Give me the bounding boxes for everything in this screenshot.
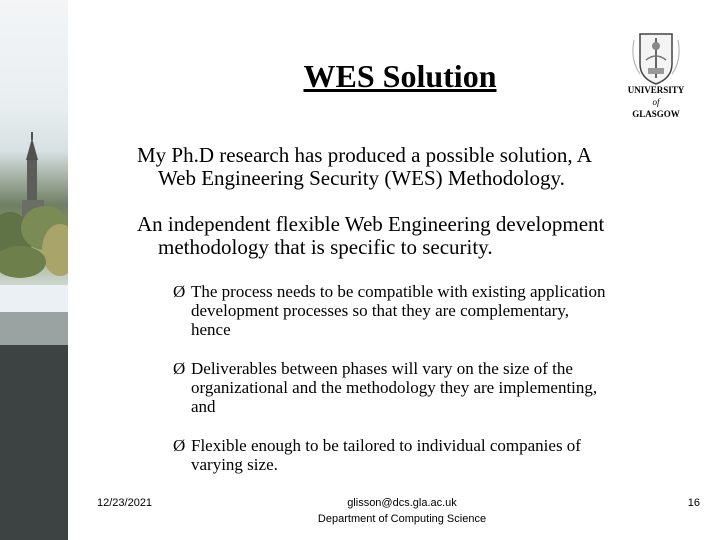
bullet-item xyxy=(173,436,693,474)
bullet-line: The process needs to be compatible with existing application xyxy=(191,282,606,301)
footer-department: Department of Computing Science xyxy=(317,513,487,525)
paragraph-line: methodology that is specific to security. xyxy=(158,235,493,259)
campus-photo-image xyxy=(0,0,68,540)
campus-photo-strip xyxy=(0,0,68,540)
paragraph-line: Web Engineering Security (WES) Methodology. xyxy=(158,166,565,190)
page-number: 16 xyxy=(687,497,700,509)
slide-title: WES Solution xyxy=(303,58,497,94)
logo-line-glasgow: GLASGOW xyxy=(632,109,680,119)
logo-line-university: UNIVERSITY xyxy=(627,85,685,95)
paragraph-methodology xyxy=(137,213,697,259)
university-logo-text xyxy=(614,84,698,120)
bullet-item xyxy=(173,282,693,339)
bullet-line: Flexible enough to be tailored to individual companies of xyxy=(191,436,581,455)
bullet-line: hence xyxy=(191,320,231,339)
paragraph-line: My Ph.D research has produced a possible solution, A xyxy=(137,143,592,167)
logo-line-of: of xyxy=(652,97,660,107)
bullet-line: and xyxy=(191,397,216,416)
paragraph-line: An independent flexible Web Engineering development xyxy=(137,212,605,236)
bullet-item xyxy=(173,359,693,416)
bullet-line: varying size. xyxy=(191,455,278,474)
paragraph-wes-solution xyxy=(137,144,697,190)
arrow-bullet-icon: Ø xyxy=(173,282,186,301)
footer-contact xyxy=(290,495,514,527)
bullet-line: Deliverables between phases will vary on the size of the xyxy=(191,359,573,378)
footer-email: glisson@dcs.gla.ac.uk xyxy=(347,497,457,509)
arrow-bullet-icon: Ø xyxy=(173,359,186,378)
bullet-line: organizational and the methodology they are implementing, xyxy=(191,378,598,397)
arrow-bullet-icon: Ø xyxy=(173,436,186,455)
bullet-line: development processes so that they are complementary, xyxy=(191,301,569,320)
footer-date: 12/23/2021 xyxy=(97,497,153,509)
